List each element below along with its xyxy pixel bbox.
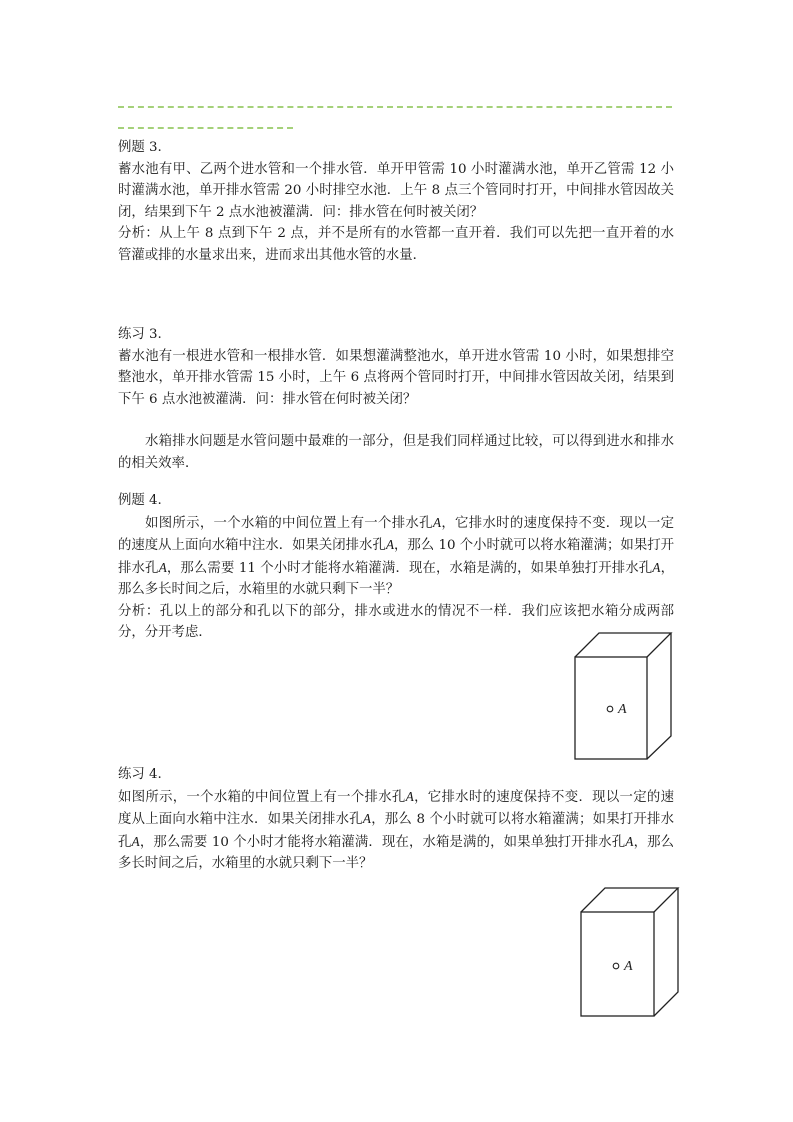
water-tank-figure-2 (578, 886, 682, 1020)
drain-hole-label: A (624, 959, 633, 974)
practice-4-title: 练习 4. (118, 767, 162, 782)
practice-4 (118, 764, 674, 875)
dashed-separator (118, 106, 672, 108)
example-4-title: 例题 4. (118, 493, 162, 508)
drain-hole-label: A (618, 702, 627, 717)
intro-paragraph (118, 431, 674, 474)
practice-3-body: 蓄水池有一根进水管和一根排水管．如果想灌满整池水，单开进水管需 10 小时，如果想排空整池水，单开排水管需 15 小时，上午 6 点将两个管同时打开，中间排水管因故关闭，结果到下午 6 点水池被灌满．问：排水管在何时被关闭？ (118, 348, 674, 407)
practice-3-title: 练习 3. (118, 327, 162, 342)
example-3-title: 例题 3. (118, 140, 162, 155)
example-3-analysis: 分析：从上午 8 点到下午 2 点，并不是所有的水管都一直开着．我们可以先把一直开着的水管灌或排的水量求出来，进而求出其他水管的水量． (118, 226, 674, 263)
dashed-separator-short (118, 127, 293, 129)
example-3-body: 蓄水池有甲、乙两个进水管和一个排水管．单开甲管需 10 小时灌满水池，单开乙管需 12 小时灌满水池，单开排水管需 20 小时排空水池．上午 8 点三个管同时打开，中间排水管因故关闭，结果到下午 2 点水池被灌满．问：排水管在何时被关闭？ (118, 161, 674, 220)
example-4-analysis: 分析：孔以上的部分和孔以下的部分，排水或进水的情况不一样．我们应该把水箱分成两部分，分开考虑． (118, 603, 674, 640)
example-4 (118, 490, 674, 644)
practice-3 (118, 324, 674, 410)
water-tank-figure-1 (572, 630, 676, 764)
example-3 (118, 137, 674, 266)
intro-text: 水箱排水问题是水管问题中最难的一部分，但是我们同样通过比较，可以得到进水和排水的相关效率． (118, 434, 674, 471)
example-4-body: 如图所示，一个水箱的中间位置上有一个排水孔A，它排水时的速度保持不变．现以一定的速度从上面向水箱中注水．如果关闭排水孔A，那么 10 个小时就可以将水箱灌满；如果打开排水孔A，那么需要 11 个小时才能将水箱灌满．现在，水箱是满的，如果单独打开排水孔A，那么多长时间之后，水箱里的水就只剩下一半？ (118, 514, 675, 597)
practice-4-body: 如图所示，一个水箱的中间位置上有一个排水孔A，它排水时的速度保持不变．现以一定的速度从上面向水箱中注水．如果关闭排水孔A，那么 8 个小时就可以将水箱灌满；如果打开排水孔A，那么需要 10 个小时才能将水箱灌满．现在，水箱是满的，如果单独打开排水孔A，那么多长时间之后，水箱里的水就只剩下一半？ (118, 788, 675, 871)
